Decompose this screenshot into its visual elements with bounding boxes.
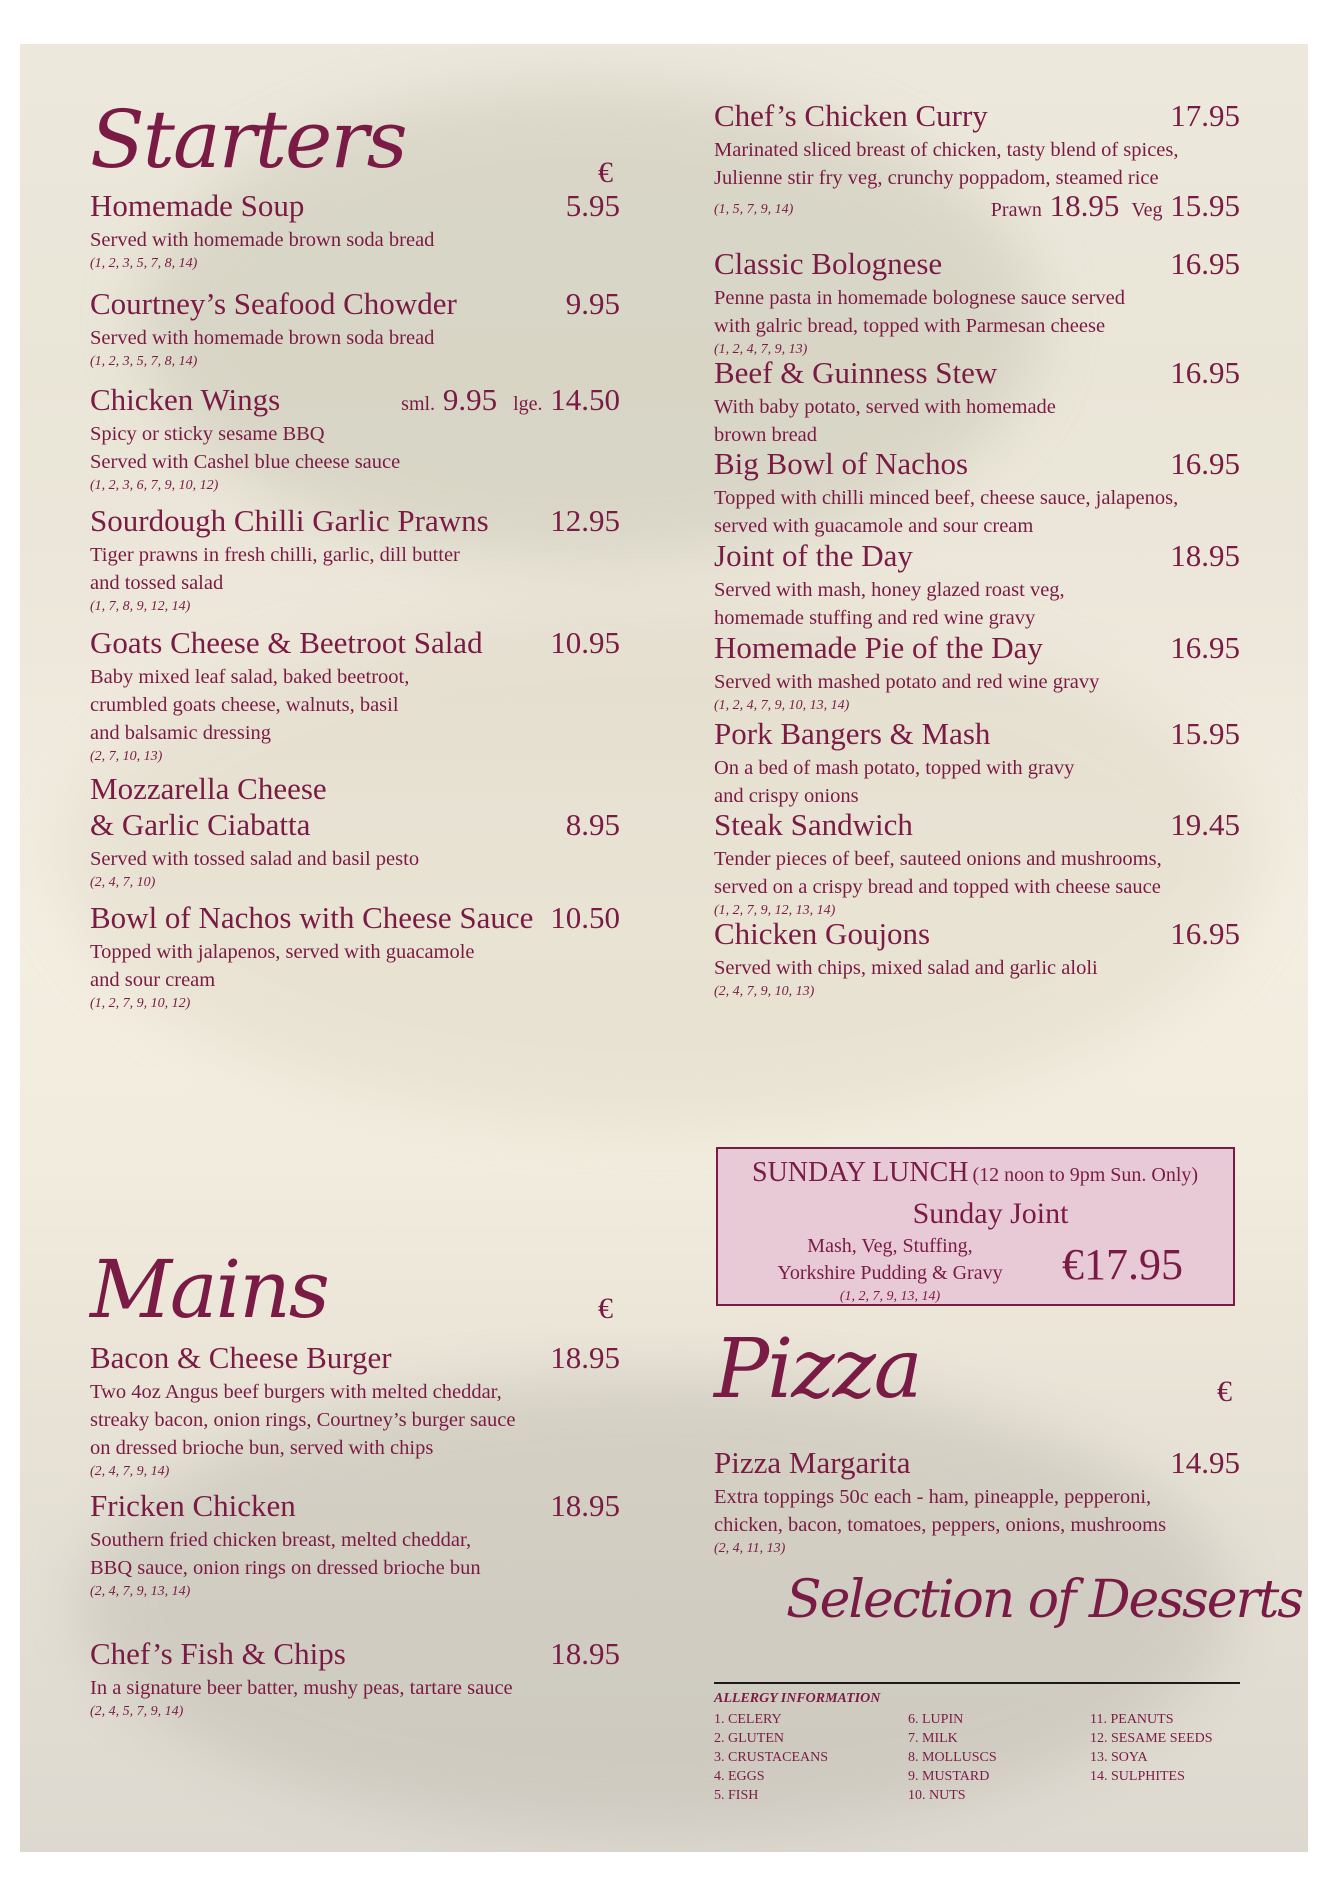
menu-item [90, 503, 620, 617]
description-line: Baby mixed leaf salad, baked beetroot, [90, 666, 410, 688]
menu-item [714, 630, 1240, 716]
description-line: Served with homemade brown soda bread [90, 229, 435, 251]
option-price: 18.95 [1049, 188, 1120, 223]
pizza-currency: € [1217, 1375, 1232, 1408]
desserts-title: Selection of Desserts [786, 1570, 1302, 1630]
menu-item-description [714, 668, 1240, 696]
description-line: and balsamic dressing [90, 722, 272, 744]
menu-item [90, 625, 620, 767]
menu-item-description [90, 1378, 620, 1462]
menu-item-price: 18.95 [550, 1340, 620, 1375]
allergy-col-2 [908, 1710, 997, 1805]
allergy-entry: 7. MILK [908, 1731, 958, 1746]
menu-item-allergens: (1, 7, 8, 9, 12, 14) [90, 599, 191, 614]
menu-item-allergens: (1, 2, 7, 9, 12, 13, 14) [714, 903, 836, 918]
curry-options-row [714, 188, 1240, 223]
menu-item [90, 286, 620, 372]
menu-item [714, 98, 1240, 223]
allergy-heading: ALLERGY INFORMATION [714, 1691, 881, 1706]
menu-item-allergens: (1, 5, 7, 9, 14) [714, 202, 794, 217]
menu-item-name: Bowl of Nachos with Cheese Sauce [90, 900, 534, 935]
pizza-title: Pizza [714, 1322, 921, 1417]
menu-item [90, 188, 620, 274]
menu-item-allergens: (1, 2, 3, 6, 7, 9, 10, 12) [90, 478, 219, 493]
description-line: crumbled goats cheese, walnuts, basil [90, 694, 399, 716]
description-line: Julienne stir fry veg, crunchy poppadom, steamed rice [714, 167, 1159, 189]
menu-item [90, 382, 620, 496]
description-line: Tiger prawns in fresh chilli, garlic, dill butter [90, 544, 460, 566]
menu-item-price: 12.95 [550, 503, 620, 538]
menu-item-name: Goats Cheese & Beetroot Salad [90, 625, 483, 660]
description-line: chicken, bacon, tomatoes, peppers, onions, mushrooms [714, 1514, 1167, 1536]
menu-item [90, 1488, 620, 1602]
menu-item [714, 538, 1240, 632]
menu-item-description [714, 1483, 1240, 1539]
menu-item-price: 18.95 [1170, 538, 1240, 573]
allergy-entry: 6. LUPIN [908, 1712, 964, 1727]
description-line: Marinated sliced breast of chicken, tasty blend of spices, [714, 139, 1179, 161]
description-line: Topped with jalapenos, served with guacamole [90, 941, 475, 963]
allergy-col-3 [1090, 1710, 1213, 1786]
menu-item-allergens: (2, 7, 10, 13) [90, 749, 163, 764]
menu-item-name: Homemade Soup [90, 188, 305, 223]
menu-item-price: 5.95 [565, 188, 620, 223]
allergy-entry: 5. FISH [714, 1788, 759, 1803]
description-line: Tender pieces of beef, sauteed onions and mushrooms, [714, 848, 1162, 870]
menu-item-name: Steak Sandwich [714, 807, 913, 842]
menu-item-name: Courtney’s Seafood Chowder [90, 286, 457, 321]
size-label: sml. [401, 393, 436, 415]
description-line: Served with mash, honey glazed roast veg, [714, 579, 1065, 601]
menu-item-allergens: (2, 4, 7, 9, 13, 14) [90, 1584, 191, 1599]
allergy-entry: 1. CELERY [714, 1712, 782, 1727]
menu-item-name: Bacon & Cheese Burger [90, 1340, 392, 1375]
menu-item-price: 17.95 [1170, 98, 1240, 133]
menu-item-price: 18.95 [550, 1488, 620, 1523]
description-line: and sour cream [90, 969, 216, 991]
description-line: Southern fried chicken breast, melted cheddar, [90, 1529, 472, 1551]
menu-item-name: Joint of the Day [714, 538, 913, 573]
menu-item-price: 16.95 [1170, 355, 1240, 390]
sunday-dish: Sunday Joint [912, 1197, 1069, 1230]
menu-item-description [714, 754, 1240, 810]
sunday-hours: (12 noon to 9pm Sun. Only) [972, 1164, 1199, 1186]
menu-item-price: 14.95 [1170, 1445, 1240, 1480]
menu-item-description [90, 845, 620, 873]
menu-item-name: Fricken Chicken [90, 1488, 296, 1523]
sunday-price: €17.95 [1062, 1240, 1183, 1289]
menu-item [90, 1340, 620, 1482]
description-line: Penne pasta in homemade bolognese sauce served [714, 287, 1126, 309]
menu-item [90, 900, 620, 1014]
sunday-desc-line: Yorkshire Pudding & Gravy [777, 1262, 1003, 1284]
description-line: With baby potato, served with homemade [714, 396, 1056, 418]
menu-item-name: Pizza Margarita [714, 1445, 911, 1480]
allergy-entry: 14. SULPHITES [1090, 1769, 1185, 1784]
menu-item-description [714, 484, 1240, 540]
description-line: Served with tossed salad and basil pesto [90, 848, 420, 870]
allergy-entry: 8. MOLLUSCS [908, 1750, 997, 1765]
description-line: Served with mashed potato and red wine gravy [714, 671, 1100, 693]
sunday-desc [760, 1233, 1020, 1307]
allergy-entry: 4. EGGS [714, 1769, 765, 1784]
description-line: Topped with chilli minced beef, cheese sauce, jalapenos, [714, 487, 1179, 509]
menu-item-description [714, 576, 1240, 632]
menu-item-size-prices [401, 382, 620, 422]
menu-item-allergens: (1, 2, 4, 7, 9, 10, 13, 14) [714, 698, 850, 713]
menu-item-price: 9.95 [565, 286, 620, 321]
sunday-desc-line: Mash, Veg, Stuffing, [807, 1235, 973, 1257]
mains-title: Mains [90, 1243, 328, 1336]
menu-item-name: Pork Bangers & Mash [714, 716, 991, 751]
description-line: streaky bacon, onion rings, Courtney’s burger sauce [90, 1409, 516, 1431]
menu-item-description [714, 954, 1240, 982]
menu-item-description [714, 284, 1240, 340]
allergy-entry: 10. NUTS [908, 1788, 966, 1803]
mains-currency: € [598, 1292, 613, 1325]
description-line: Spicy or sticky sesame BBQ [90, 423, 325, 445]
description-line: On a bed of mash potato, topped with gravy [714, 757, 1075, 779]
menu-item-allergens: (1, 2, 3, 5, 7, 8, 14) [90, 256, 198, 271]
menu-item-allergens: (1, 2, 3, 5, 7, 8, 14) [90, 354, 198, 369]
menu-item [714, 446, 1240, 540]
menu-item [714, 807, 1240, 921]
sunday-lunch-box [716, 1147, 1235, 1306]
menu-item-allergens: (1, 2, 4, 7, 9, 13) [714, 342, 808, 357]
description-line: and crispy onions [714, 785, 859, 807]
menu-item-name: Homemade Pie of the Day [714, 630, 1043, 665]
description-line: and tossed salad [90, 572, 224, 594]
option-price: 15.95 [1170, 188, 1240, 223]
menu-item-description [90, 541, 620, 597]
menu-item-name: & Garlic Ciabatta [90, 807, 311, 842]
menu-item-name: Chef’s Fish & Chips [90, 1636, 346, 1671]
description-line: served with guacamole and sour cream [714, 515, 1034, 537]
description-line: In a signature beer batter, mushy peas, tartare sauce [90, 1677, 513, 1699]
menu-item-allergens: (2, 4, 7, 9, 14) [90, 1464, 170, 1479]
size-label: lge. [513, 393, 543, 415]
menu-item-price: 16.95 [1170, 446, 1240, 481]
description-line: Served with Cashel blue cheese sauce [90, 451, 401, 473]
description-line: with galric bread, topped with Parmesan cheese [714, 315, 1106, 337]
menu-item [90, 771, 620, 893]
description-line: homemade stuffing and red wine gravy [714, 607, 1036, 629]
description-line: Served with chips, mixed salad and garlic aloli [714, 957, 1098, 979]
menu-item [714, 916, 1240, 1002]
description-line: BBQ sauce, onion rings on dressed brioche bun [90, 1557, 481, 1579]
menu-item [714, 355, 1240, 449]
size-price: 14.50 [550, 382, 620, 417]
starters-currency: € [598, 156, 613, 189]
menu-item-name: Big Bowl of Nachos [714, 446, 969, 481]
menu-item-allergens: (2, 4, 7, 9, 10, 13) [714, 984, 815, 999]
menu-item-name: Mozzarella Cheese [90, 771, 327, 806]
curry-options [991, 188, 1240, 224]
menu-item-description [90, 324, 620, 352]
menu-item-description [90, 420, 620, 476]
allergy-entry: 2. GLUTEN [714, 1731, 784, 1746]
starters-title: Starters [90, 93, 406, 186]
size-price: 9.95 [442, 382, 498, 417]
description-line: brown bread [714, 424, 818, 446]
description-line: on dressed brioche bun, served with chips [90, 1437, 434, 1459]
allergy-entry: 12. SESAME SEEDS [1090, 1731, 1213, 1746]
menu-item-price: 15.95 [1170, 716, 1240, 751]
allergy-entry: 3. CRUSTACEANS [714, 1750, 829, 1765]
description-line: served on a crispy bread and topped with cheese sauce [714, 876, 1161, 898]
menu-item-price: 8.95 [565, 807, 620, 842]
menu-item-name: Chicken Wings [90, 382, 281, 417]
menu-item-price: 16.95 [1170, 246, 1240, 281]
left-column [90, 90, 620, 1830]
menu-item-name: Chicken Goujons [714, 916, 931, 951]
description-line: Served with homemade brown soda bread [90, 327, 435, 349]
menu-item-price: 19.45 [1170, 807, 1240, 842]
menu-item-description [90, 1674, 620, 1702]
option-label: Veg [1131, 199, 1163, 221]
menu-item-price: 16.95 [1170, 916, 1240, 951]
allergy-entry: 9. MUSTARD [908, 1769, 990, 1784]
menu-item [714, 246, 1240, 360]
menu-item-description [714, 136, 1240, 192]
menu-item-price: 10.95 [550, 625, 620, 660]
allergy-col-1 [714, 1710, 828, 1805]
menu-item-description [714, 845, 1240, 901]
option-label: Prawn [990, 199, 1042, 221]
menu-item-name: Beef & Guinness Stew [714, 355, 998, 390]
menu-item-name: Classic Bolognese [714, 246, 943, 281]
menu-item-allergens: (2, 4, 5, 7, 9, 14) [90, 1704, 184, 1719]
menu-item-allergens: (2, 4, 7, 10) [90, 875, 156, 890]
allergy-entry: 11. PEANUTS [1090, 1712, 1174, 1727]
menu-item-allergens: (2, 4, 11, 13) [714, 1541, 786, 1556]
menu-item [714, 716, 1240, 810]
menu-item-description [714, 393, 1240, 449]
menu-item-description [90, 226, 620, 254]
menu-item-description [90, 938, 620, 994]
allergy-divider [714, 1682, 1240, 1684]
menu-item-price: 18.95 [550, 1636, 620, 1671]
menu-item-price: 10.50 [550, 900, 620, 935]
menu-item-description [90, 663, 620, 747]
menu-item [90, 1636, 620, 1722]
menu-item-description [90, 1526, 620, 1582]
menu-item-allergens: (1, 2, 7, 9, 10, 12) [90, 996, 191, 1011]
menu-item-name: Chef’s Chicken Curry [714, 98, 988, 133]
allergy-entry: 13. SOYA [1090, 1750, 1148, 1765]
sunday-allergens: (1, 2, 7, 9, 13, 14) [839, 1289, 941, 1304]
menu-item-price: 16.95 [1170, 630, 1240, 665]
menu-item [714, 1445, 1240, 1559]
sunday-title: SUNDAY LUNCH [752, 1157, 969, 1188]
description-line: Extra toppings 50c each - ham, pineapple, pepperoni, [714, 1486, 1152, 1508]
description-line: Two 4oz Angus beef burgers with melted cheddar, [90, 1381, 502, 1403]
menu-item-name: Sourdough Chilli Garlic Prawns [90, 503, 489, 538]
